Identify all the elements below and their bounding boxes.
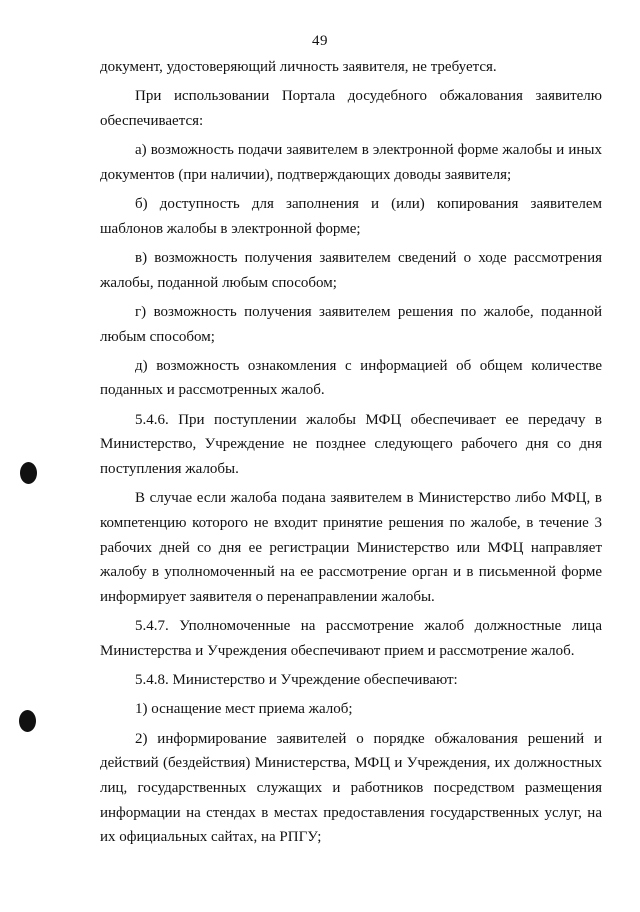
list-item-d: д) возможность ознакомления с информацией об общем количестве поданных и рассмотренных жалоб. — [100, 357, 602, 399]
clause-5-4-6: 5.4.6. При поступлении жалобы МФЦ обеспечивает ее передачу в Министерство, Учреждение не позднее следующего рабочего дня со дня поступления жалобы. — [100, 411, 602, 478]
list-item-b: б) доступность для заполнения и (или) копирования заявителем шаблонов жалобы в электронной форме; — [100, 196, 602, 237]
document-body — [100, 55, 602, 855]
clause-5-4-7: 5.4.7. Уполномоченные на рассмотрение жалоб должностные лица Министерства и Учреждения обеспечивают прием и рассмотрение жалоб. — [100, 618, 602, 659]
page-number: 49 — [312, 33, 328, 49]
list-item-g: г) возможность получения заявителем решения по жалобе, поданной любым способом; — [100, 303, 602, 345]
list-item-a: а) возможность подачи заявителем в электронной форме жалобы и иных документов (при наличии), подтверждающих доводы заявителя; — [100, 142, 602, 183]
clause-5-4-6-continued: В случае если жалоба подана заявителем в Министерство либо МФЦ, в компетенцию которого не входит принятие решения по жалобе, в течение 3 рабочих дней со дня ее регистрации Министерство или МФЦ направляет жалобу в уполномоченный на ее рассмотрение орган и в письменной форме информирует заявителя о перенаправлении жалобы. — [100, 490, 602, 606]
list-item-1: 1) оснащение мест приема жалоб; — [135, 701, 353, 718]
punch-hole-mark — [19, 710, 36, 732]
paragraph-portal-intro: При использовании Портала досудебного обжалования заявителю обеспечивается: — [100, 88, 602, 129]
punch-hole-mark — [20, 462, 37, 484]
clause-5-4-8: 5.4.8. Министерство и Учреждение обеспечивают: — [135, 672, 458, 689]
list-item-v: в) возможность получения заявителем сведений о ходе рассмотрения жалобы, поданной любым способом; — [100, 249, 602, 291]
list-item-2: 2) информирование заявителей о порядке обжалования решений и действий (бездействия) Министерства, МФЦ и Учреждения, их должностных лиц, государственных служащих и работников посредством размещения информации на стендах в местах предоставления государственных услуг, на их официальных сайтах, на РПГУ; — [100, 730, 602, 846]
paragraph-continuation: документ, удостоверяющий личность заявителя, не требуется. — [100, 59, 497, 75]
